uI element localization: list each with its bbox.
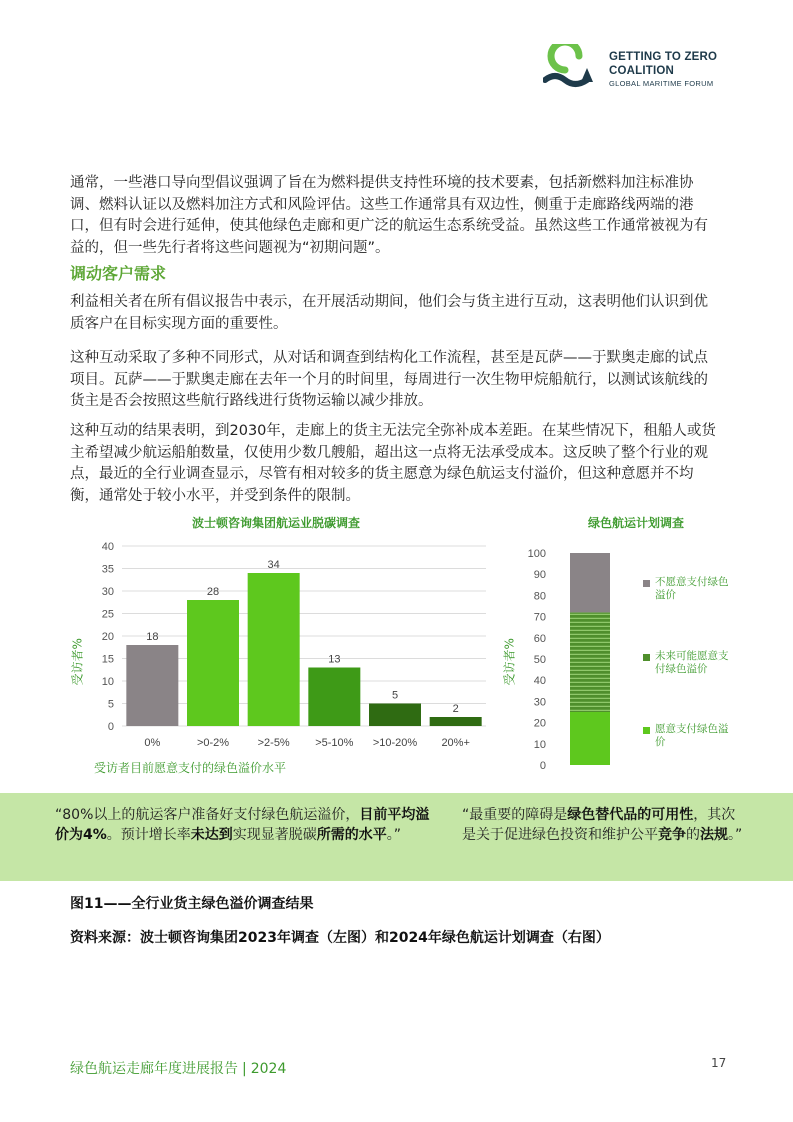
bar-value-label-4: 5 bbox=[391, 689, 399, 702]
left-quote-run-3: 未达到 bbox=[190, 827, 233, 843]
y-tick-10: 10 bbox=[101, 676, 114, 688]
left-quote-run-1: 目前平均溢价为4% bbox=[55, 807, 430, 843]
paragraph-2: 利益相关者在所有倡议报告中表示，在开展活动期间，他们会与货主进行互动，这表明他们认识到优质客户在目标实现方面的重要性。 bbox=[70, 294, 708, 332]
bar-0 bbox=[126, 645, 178, 726]
chart-left bbox=[88, 536, 498, 786]
chart-right bbox=[518, 540, 638, 780]
logo-line-2: COALITION bbox=[609, 65, 675, 77]
legend-unwilling: 不愿意支付绿色溢价 bbox=[655, 576, 729, 601]
paragraph-4: 这种互动的结果表明，到2030年，走廊上的货主无法完全弥补成本差距。在某些情况下，租船人或货主希望减少航运船舶数量，仅使用少数几艘船，超出这一点将无法承受成本。这反映了整个行业的观点，最近的全行业调查显示，尽管有相对较多的货主愿意为绿色航运支付溢价，但这种意愿并不均衡，通常处于较小水平，并受到条件的限制。 bbox=[70, 423, 716, 504]
right-y-tick-0: 0 bbox=[539, 760, 546, 772]
right-quote-run-1: 绿色替代品的可用性 bbox=[567, 807, 694, 823]
coalition-logo-icon bbox=[543, 44, 605, 94]
bar-5 bbox=[430, 717, 482, 726]
coalition-logo bbox=[543, 44, 733, 94]
logo-line-1: GETTING TO ZERO bbox=[609, 51, 718, 63]
x-tick-1: >0-2% bbox=[196, 737, 230, 749]
right-quote-run-6: 。” bbox=[728, 827, 743, 843]
right-y-tick-40: 40 bbox=[533, 675, 546, 688]
bar-value-label-1: 28 bbox=[206, 586, 220, 598]
chart-left-title: 波士顿咨询集团航运业脱碳调查 bbox=[192, 516, 361, 530]
chart-left-ylabel: 受访者% bbox=[70, 638, 85, 686]
footer-title: 绿色航运走廊年度进展报告 bbox=[70, 1061, 238, 1077]
chart-right-title: 绿色航运计划调查 bbox=[588, 516, 685, 530]
y-tick-0: 0 bbox=[107, 721, 114, 733]
right-quote-run-0: “最重要的障碍是 bbox=[462, 807, 568, 823]
paragraph-3: 这种互动采取了多种不同形式，从对话和调查到结构化工作流程，甚至是瓦萨——于默奥走廊的试点项目。瓦萨——于默奥走廊在去年一个月的时间里，每周进行一次生物甲烷船航行，以测试该航线的货主是否会按照这些航行路线进行货物运输以减少排放。 bbox=[70, 350, 708, 409]
y-tick-35: 35 bbox=[101, 563, 114, 576]
paragraph-1: 通常，一些港口导向型倡议强调了旨在为燃料提供支持性环境的技术要素，包括新燃料加注标准协调、燃料认证以及燃料加注方式和风险评估。这些工作通常具有双边性，侧重于走廊路线两端的港口，但有时会进行延伸，使其他绿色走廊和更广泛的航运生态系统受益。虽然这些工作通常被视为有益的，但一些先行者将这些问题视为“初期问题”。 bbox=[70, 175, 708, 256]
footer-title-block bbox=[70, 1058, 286, 1078]
footer-separator: | bbox=[242, 1061, 247, 1077]
bar-1 bbox=[187, 600, 239, 726]
legend-swatch-unwilling bbox=[643, 580, 650, 587]
footer-year: 2024 bbox=[250, 1061, 287, 1077]
bar-2 bbox=[248, 573, 300, 726]
right-y-tick-60: 60 bbox=[533, 632, 546, 645]
bar-4 bbox=[369, 704, 421, 727]
right-y-tick-30: 30 bbox=[533, 696, 546, 709]
section-heading: 调动客户需求 bbox=[70, 264, 167, 283]
y-tick-20: 20 bbox=[101, 631, 114, 643]
y-tick-25: 25 bbox=[101, 608, 114, 621]
right-y-tick-50: 50 bbox=[533, 654, 546, 666]
chart-right-ylabel: 受访者% bbox=[502, 638, 517, 686]
left-quote-run-6: 。” bbox=[386, 827, 402, 843]
y-tick-15: 15 bbox=[101, 653, 114, 666]
bar-value-label-2: 34 bbox=[267, 559, 280, 571]
quote-left bbox=[55, 805, 435, 845]
left-quote-run-4: 实现显著脱碳 bbox=[232, 827, 317, 843]
left-quote-run-0: “80%以上的航运客户准备好支付绿色航运溢价， bbox=[55, 807, 360, 823]
source-caption: 资料来源：波士顿咨询集团2023年调查（左图）和2024年绿色航运计划调查（右图） bbox=[70, 930, 610, 946]
y-tick-30: 30 bbox=[101, 586, 114, 598]
x-tick-5: 20%+ bbox=[441, 737, 470, 749]
right-y-tick-90: 90 bbox=[533, 569, 546, 582]
legend-maybe: 未来可能愿意支付绿色溢价 bbox=[655, 650, 729, 675]
right-y-tick-10: 10 bbox=[533, 738, 546, 751]
legend-swatch-maybe bbox=[643, 654, 650, 661]
legend-swatch-willing bbox=[643, 727, 650, 734]
right-quote-run-5: 法规 bbox=[700, 827, 728, 843]
right-quote-run-3: 竞争 bbox=[658, 827, 686, 843]
bar-value-label-5: 2 bbox=[452, 703, 459, 715]
bar-3 bbox=[308, 668, 360, 727]
left-quote-run-5: 所需的水平 bbox=[316, 827, 387, 843]
chart-left-xlabel: 受访者目前愿意支付的绿色溢价水平 bbox=[94, 761, 287, 775]
x-tick-4: >10-20% bbox=[372, 737, 418, 749]
bar-value-label-0: 18 bbox=[146, 631, 159, 643]
right-y-tick-70: 70 bbox=[533, 611, 546, 624]
y-tick-40: 40 bbox=[101, 541, 114, 553]
logo-line-3: GLOBAL MARITIME FORUM bbox=[609, 79, 714, 88]
page-number: 17 bbox=[711, 1056, 727, 1070]
y-tick-5: 5 bbox=[107, 698, 114, 711]
right-quote-run-4: 的 bbox=[686, 827, 700, 843]
left-quote-run-2: 。预计增长率 bbox=[106, 827, 191, 843]
bar-value-label-3: 13 bbox=[328, 653, 341, 666]
x-tick-0: 0% bbox=[144, 737, 161, 749]
x-tick-3: >5-10% bbox=[315, 737, 354, 749]
right-y-tick-80: 80 bbox=[533, 590, 546, 603]
x-tick-2: >2-5% bbox=[257, 737, 290, 749]
stack-segment-0 bbox=[570, 712, 610, 765]
right-y-tick-100: 100 bbox=[527, 548, 546, 560]
legend-willing: 愿意支付绿色溢价 bbox=[655, 723, 729, 748]
figure-caption: 图11——全行业货主绿色溢价调查结果 bbox=[70, 896, 314, 912]
right-y-tick-20: 20 bbox=[533, 717, 546, 730]
stack-segment-2 bbox=[570, 553, 610, 612]
quote-right bbox=[462, 805, 747, 845]
right-quote-run-2: ，其次是关于促进绿色投资和维护公平 bbox=[462, 807, 736, 843]
